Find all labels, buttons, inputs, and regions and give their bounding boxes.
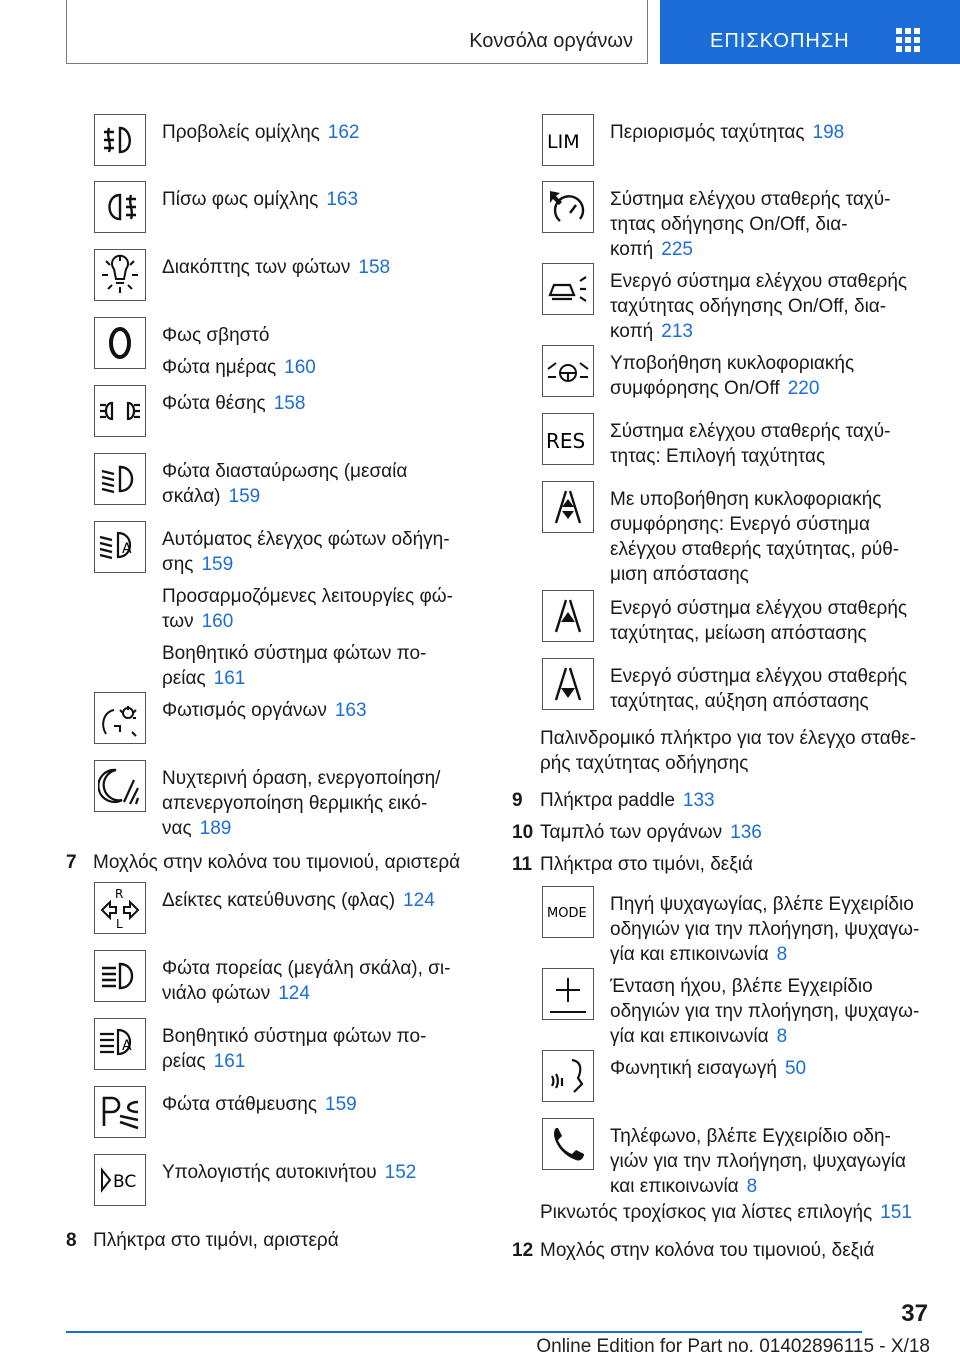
item-11-label: Πλήκτρα στο τιμόνι, δεξιά: [540, 854, 753, 875]
item-10-text: Ταμπλό των οργάνων: [540, 822, 723, 843]
entry-label: Σύστημα ελέγχου σταθερής ταχύ- τητας: Επιλογή ταχύτητας: [610, 421, 891, 467]
entry-text: [610, 1056, 806, 1088]
svg-text:L: L: [116, 917, 123, 930]
high-beam-icon: [94, 950, 146, 1002]
entry-line: [610, 1124, 906, 1199]
entry-line: [610, 351, 854, 401]
entry-text: [610, 269, 907, 351]
entry-line: [162, 527, 453, 577]
entry-label: Φως σβηστό: [162, 325, 270, 346]
entry-line: [162, 355, 316, 380]
distance-increase-icon: [542, 658, 594, 710]
page-ref-link[interactable]: 161: [213, 668, 246, 689]
footer-divider: [66, 1331, 862, 1333]
section-title: Κονσόλα οργάνων: [469, 30, 633, 52]
svg-text:A: A: [122, 1038, 132, 1054]
page-ref-link[interactable]: 213: [661, 321, 693, 342]
page-ref-link[interactable]: 8: [776, 944, 788, 965]
footer-edition: Online Edition for Part no. 01402896115 - X/18: [536, 1336, 930, 1357]
entry-text: [610, 1124, 906, 1206]
entry-text: [162, 1160, 416, 1192]
page-ref-link[interactable]: 163: [326, 189, 359, 210]
svg-text:LIM: LIM: [547, 131, 580, 153]
low-beam-icon: [94, 453, 146, 505]
entry-line: [162, 956, 450, 1006]
bc-button-icon: [94, 1154, 146, 1206]
entry-text: [162, 527, 453, 698]
entry-text: [162, 459, 407, 516]
item-7-number: 7: [66, 852, 77, 873]
page-ref-link[interactable]: 124: [403, 890, 435, 911]
overview-tab[interactable]: [660, 0, 960, 64]
header-box: [66, 0, 648, 64]
entry-line: [162, 1024, 426, 1074]
entry-label: Φωτισμός οργάνων: [162, 700, 327, 721]
lights-off-icon: [94, 317, 146, 369]
entry-line: [162, 323, 316, 348]
entry-line: [162, 766, 440, 841]
entry-text: [610, 351, 854, 408]
entry-line: [162, 1160, 416, 1185]
entry-line: [162, 255, 390, 280]
entry-text: [610, 596, 907, 653]
entry-text: [610, 974, 919, 1056]
entry-line: [162, 584, 453, 634]
page-ref-link[interactable]: 159: [201, 554, 234, 575]
entry-label: Φωνητική εισαγωγή: [610, 1058, 777, 1079]
entry-label: Υποβοήθηση κυκλοφοριακής συμφόρησης On/Off: [610, 353, 855, 399]
phone-icon: [542, 1118, 594, 1170]
entry-text: [162, 255, 390, 287]
entry-label: Πηγή ψυχαγωγίας, βλέπε Εγχειρίδιο οδηγιών για την πλοήγηση, ψυχαγω- γία και επικοινωνία: [610, 894, 920, 965]
entry-line: [610, 1056, 806, 1081]
entry-label: Με υποβοήθηση κυκλοφοριακής συμφόρησης: Ενεργό σύστημα ελέγχου σταθερής ταχύτητας, ρύθ- μιση απόστασης: [610, 489, 900, 585]
speed-limiter-icon: [542, 114, 594, 166]
entry-line: [162, 187, 358, 212]
overview-tab-label: ΕΠΙΣΚΟΠΗΣΗ: [710, 30, 850, 52]
entry-label: Υπολογιστής αυτοκινήτου: [162, 1162, 377, 1183]
entry-text: [162, 766, 440, 848]
entry-label: Φώτα διασταύρωσης (μεσαία σκάλα): [162, 461, 408, 507]
entry-line: [162, 641, 453, 691]
item-9-text: Πλήκτρα paddle: [540, 790, 675, 811]
page-ref-link[interactable]: 160: [284, 357, 316, 378]
entry-line: [162, 888, 435, 913]
light-switch-icon: [94, 249, 146, 301]
entry-line: [610, 120, 844, 145]
page-ref-link[interactable]: 151: [880, 1202, 912, 1223]
entry-label: Φώτα πορείας (μεγάλη σκάλα), σι- νιάλο φώτων: [162, 958, 451, 1004]
distance-decrease-icon: [542, 590, 594, 642]
entry-label: Αυτόματος έλεγχος φώτων οδήγη- σης: [162, 529, 450, 575]
entry-line: [610, 187, 891, 262]
entry-label: Βοηθητικό σύστημα φώτων πο- ρείας: [162, 1026, 427, 1072]
entry-line: [610, 664, 907, 714]
item-12-number: 12: [512, 1240, 534, 1261]
page-ref-link[interactable]: 8: [776, 1026, 788, 1047]
page-ref-link[interactable]: 161: [213, 1051, 246, 1072]
page-ref-link[interactable]: 189: [199, 818, 232, 839]
entry-label: Σύστημα ελέγχου σταθερής ταχύ- τητας οδήγησης On/Off, δια- κοπή: [610, 189, 891, 260]
entry-text: [162, 1024, 426, 1081]
entry-text: [162, 956, 450, 1013]
voice-input-icon: [542, 1050, 594, 1102]
page-ref-link[interactable]: 220: [787, 378, 820, 399]
entry-line: [162, 459, 407, 509]
item-8-label: Πλήκτρα στο τιμόνι, αριστερά: [93, 1230, 339, 1251]
entry-label: Φώτα στάθμευσης: [162, 1094, 317, 1115]
entry-label: Προσαρμοζόμενες λειτουργίες φώ- των: [162, 586, 453, 632]
item-10-number: 10: [512, 822, 534, 843]
distance-control-icon: [542, 481, 594, 533]
entry-text: [162, 187, 358, 219]
entry-text: [610, 892, 919, 974]
volume-plus-icon: [542, 968, 594, 1020]
page-ref-link[interactable]: 159: [325, 1094, 357, 1115]
entry-line: [610, 419, 891, 469]
mode-button-icon: [542, 886, 594, 938]
instrument-lighting-icon: [94, 692, 146, 744]
auto-headlight-icon: [94, 521, 146, 573]
thumbwheel-text: [540, 1200, 912, 1225]
page-number: 37: [901, 1300, 928, 1327]
page-ref-link[interactable]: 136: [730, 822, 762, 843]
rocker-button-text: Παλινδρομικό πλήκτρο για τον έλεγχο σταθε- ρής ταχύτητας οδήγησης: [540, 728, 917, 774]
entry-line: [162, 1092, 357, 1117]
page-ref-link[interactable]: 50: [784, 1058, 807, 1079]
svg-text:A: A: [122, 541, 132, 557]
page-ref-link[interactable]: 225: [661, 239, 693, 260]
entry-line: [610, 269, 907, 344]
page-ref-link[interactable]: 8: [746, 1176, 758, 1197]
page-ref-link[interactable]: 152: [384, 1162, 417, 1183]
entry-text: [610, 120, 844, 152]
entry-text: [162, 120, 360, 152]
entry-text: [162, 698, 367, 730]
entry-label: Βοηθητικό σύστημα φώτων πο- ρείας: [162, 643, 427, 689]
page-ref-link[interactable]: 133: [682, 790, 715, 811]
entry-text: [610, 664, 907, 721]
svg-text:RES: RES: [546, 429, 586, 453]
entry-text: [610, 187, 891, 269]
high-beam-assist-icon: [94, 1018, 146, 1070]
item-11-number: 11: [512, 854, 533, 875]
entry-label: Ενεργό σύστημα ελέγχου σταθερής ταχύτητας οδήγησης On/Off, δια- κοπή: [610, 271, 908, 342]
page-ref-link[interactable]: 158: [358, 257, 391, 278]
cruise-control-icon: [542, 181, 594, 233]
entry-text: [610, 419, 891, 476]
entry-line: [610, 487, 899, 587]
rear-fog-light-icon: [94, 181, 146, 233]
entry-text: [162, 323, 316, 387]
page-ref-link[interactable]: 163: [334, 700, 367, 721]
svg-text:MODE: MODE: [547, 906, 587, 921]
entry-label: Προβολείς ομίχλης: [162, 122, 320, 143]
entry-text: [610, 487, 899, 594]
entry-line: [610, 892, 919, 967]
entry-label: Ενεργό σύστημα ελέγχου σταθερής ταχύτητας, αύξηση απόστασης: [610, 666, 908, 712]
page-ref-link[interactable]: 198: [812, 122, 845, 143]
thumbwheel-label: Ρικνωτός τροχίσκος για λίστες επιλογής: [540, 1202, 873, 1223]
item-12-label: Μοχλός στην κολόνα του τιμονιού, δεξιά: [540, 1240, 875, 1261]
turn-signal-icon: [94, 882, 146, 934]
svg-text:BC: BC: [113, 1172, 137, 1192]
entry-label: Διακόπτης των φώτων: [162, 257, 351, 278]
entry-label: Ένταση ήχου, βλέπε Εγχειρίδιο οδηγιών για την πλοήγηση, ψυχαγω- γία και επικοινωνία: [610, 976, 920, 1047]
front-fog-lights-icon: [94, 114, 146, 166]
entry-line: [162, 391, 305, 416]
entry-text: [162, 1092, 357, 1124]
traffic-jam-assist-icon: [542, 345, 594, 397]
svg-text:R: R: [115, 887, 124, 901]
page-ref-link[interactable]: 160: [201, 611, 234, 632]
entry-label: Δείκτες κατεύθυνσης (φλας): [162, 890, 396, 911]
entry-label: Νυχτερινή όραση, ενεργοποίηση/ απενεργοποίηση θερμικής εικό- νας: [162, 768, 441, 839]
night-vision-icon: [94, 760, 146, 812]
entry-label: Περιορισμός ταχύτητας: [610, 122, 805, 143]
parking-lights-icon: [94, 385, 146, 437]
page-ref-link[interactable]: 162: [327, 122, 360, 143]
item-9-label: [540, 788, 715, 813]
page-ref-link[interactable]: 158: [273, 393, 306, 414]
page-ref-link[interactable]: 159: [228, 486, 261, 507]
item-10-label: [540, 820, 762, 845]
entry-text: [162, 391, 305, 423]
res-button-icon: [542, 413, 594, 465]
item-9-number: 9: [512, 790, 523, 811]
entry-line: [162, 120, 360, 145]
page-ref-link[interactable]: 124: [278, 983, 310, 1004]
entry-label: Φώτα θέσης: [162, 393, 266, 414]
entry-label: Τηλέφωνο, βλέπε Εγχειρίδιο οδη- γιών για την πλοήγηση, ψυχαγωγία και επικοινωνία: [610, 1126, 906, 1197]
parking-light-lever-icon: [94, 1086, 146, 1138]
entry-line: [610, 596, 907, 646]
entry-line: [610, 974, 919, 1049]
entry-line: [162, 698, 367, 723]
entry-label: Φώτα ημέρας: [162, 357, 277, 378]
entry-label: Πίσω φως ομίχλης: [162, 189, 319, 210]
entry-label: Ενεργό σύστημα ελέγχου σταθερής ταχύτητας, μείωση απόστασης: [610, 598, 908, 644]
active-cruise-control-icon: [542, 263, 594, 315]
item-8-number: 8: [66, 1230, 77, 1251]
entry-text: [162, 888, 435, 920]
item-7-label: Μοχλός στην κολόνα του τιμονιού, αριστερά: [93, 852, 461, 873]
